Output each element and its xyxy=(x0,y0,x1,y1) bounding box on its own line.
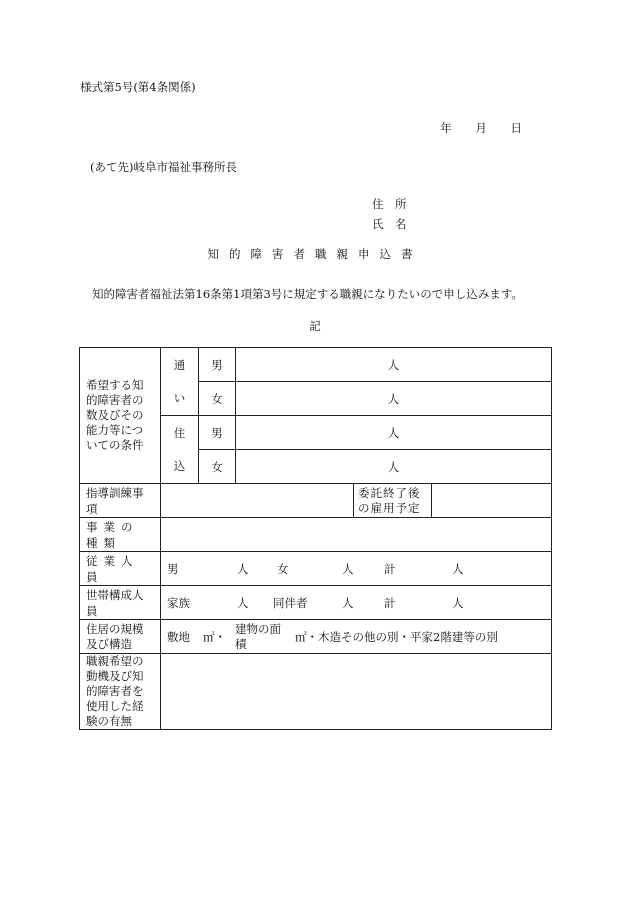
month-label: 月 xyxy=(475,121,487,135)
person-unit: 人 xyxy=(236,382,552,416)
employees-male: 男 xyxy=(167,561,179,576)
application-table xyxy=(79,347,552,730)
live-in-label-1: 住 xyxy=(161,416,199,450)
date-line xyxy=(420,120,522,136)
person-unit: 人 xyxy=(236,348,552,382)
business-field[interactable] xyxy=(161,518,552,552)
employees-total: 計 xyxy=(384,561,396,576)
guidance-field[interactable] xyxy=(161,484,354,518)
male-label: 男 xyxy=(199,348,236,382)
commute-label-2: い xyxy=(161,382,199,416)
wish-label: 希望する知的障害者の数及びその能力等についての条件 xyxy=(80,348,161,484)
table-row xyxy=(80,518,552,552)
employees-person-unit: 人 xyxy=(237,561,249,576)
household-total: 計 xyxy=(384,595,396,610)
ki-label: 記 xyxy=(309,319,321,333)
commute-label-1: 通 xyxy=(161,348,199,382)
employment-field[interactable] xyxy=(432,484,552,518)
residence-site: 敷地 xyxy=(167,629,190,644)
address-label: 住 所 xyxy=(372,197,407,211)
household-field[interactable] xyxy=(161,586,552,620)
household-cohabitant: 同伴者 xyxy=(273,595,308,610)
business-label: 事業の種類 xyxy=(80,518,161,552)
day-label: 日 xyxy=(510,121,522,135)
table-row xyxy=(80,586,552,620)
table-row xyxy=(80,484,552,518)
household-label: 世帯構成人員 xyxy=(80,586,161,620)
household-person-unit: 人 xyxy=(237,595,249,610)
addressee: (あて先)岐阜市福祉事務所長 xyxy=(90,160,237,174)
document-title: 知的障害者職親申込書 xyxy=(207,247,423,261)
employees-field[interactable] xyxy=(161,552,552,586)
employment-label: 委託終了後の雇用予定 xyxy=(354,484,432,518)
table-row xyxy=(80,620,552,654)
guidance-label: 指導訓練事項 xyxy=(80,484,161,518)
employees-female: 女 xyxy=(277,561,289,576)
residence-label: 住居の規模及び構造 xyxy=(80,620,161,654)
applicant-block xyxy=(372,196,407,236)
household-family: 家族 xyxy=(167,595,190,610)
person-unit: 人 xyxy=(236,416,552,450)
year-label: 年 xyxy=(440,121,452,135)
motivation-field[interactable] xyxy=(161,654,552,730)
table-row xyxy=(80,654,552,730)
table-row xyxy=(80,552,552,586)
residence-field[interactable] xyxy=(161,620,552,654)
motivation-label: 職親希望の動機及び知的障害者を使用した経験の有無 xyxy=(80,654,161,730)
residence-sqm: ㎡・ xyxy=(203,629,226,644)
table-row xyxy=(80,348,552,382)
residence-building-area: 建物の面 積 xyxy=(235,621,293,651)
female-label: 女 xyxy=(199,450,236,484)
person-unit: 人 xyxy=(236,450,552,484)
employees-person-unit: 人 xyxy=(342,561,354,576)
form-number: 様式第5号(第4条関係) xyxy=(80,80,196,94)
residence-structure: ㎡・木造その他の別・平家2階建等の別 xyxy=(295,629,498,644)
male-label: 男 xyxy=(199,416,236,450)
household-person-unit: 人 xyxy=(342,595,354,610)
live-in-label-2: 込 xyxy=(161,450,199,484)
employees-label: 従業人員 xyxy=(80,552,161,586)
employees-person-unit: 人 xyxy=(452,561,464,576)
name-label: 氏 名 xyxy=(372,217,407,231)
household-person-unit: 人 xyxy=(452,595,464,610)
female-label: 女 xyxy=(199,382,236,416)
statement: 知的障害者福祉法第16条第1項第3号に規定する職親になりたいので申し込みます。 xyxy=(92,287,523,301)
